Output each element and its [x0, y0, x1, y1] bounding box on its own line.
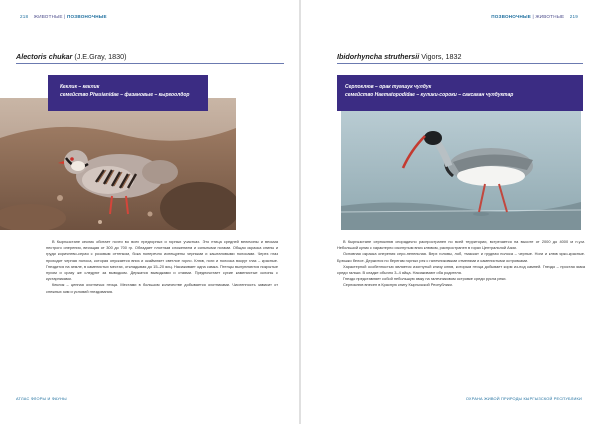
- left-title-rule: [16, 63, 284, 64]
- ibisbill-photo-graphic: [341, 110, 581, 230]
- right-paragraph: Основная окраска оперения серо-пепельная. Верх головы, лоб, «маска» и грудная полоса – черные. Ноги и клюв ярко-красные. Брюшко белое. Держится по берегам горных рек с галечниковыми отмелями и каменистыми островками.: [337, 251, 585, 263]
- right-paragraph: Серпоклюв внесен в Красную книгу Кыргызской Республики.: [343, 282, 453, 288]
- left-header-section: ЖИВОТНЫЕ: [33, 14, 63, 19]
- left-page: [0, 0, 299, 424]
- left-page-number: 218: [20, 14, 29, 19]
- chukar-partridge-photo: [0, 98, 236, 230]
- right-paragraph: Гнездо представляет собой небольшую ямку на галечниковом островке среди русла реки.: [343, 276, 507, 282]
- right-paragraph: В Кыргызстане серпоклюв спорадично распространен по всей территории, встречается на высоте от 2000 до 4000 м н.у.м. Небольшой кулик с характерно изогнутым вниз клювом, распространен в горах Центральной Азии.: [337, 239, 585, 251]
- right-species-title: [337, 52, 462, 61]
- left-banner-family: семейство Phasianidae – фазановые – кыргоолдор: [60, 92, 190, 98]
- left-banner-common-name: Кеклик – кеклик: [60, 84, 100, 90]
- left-header-subsection: ПОЗВОНОЧНЫЕ: [67, 14, 107, 19]
- left-species-author: (J.E.Gray, 1830): [74, 52, 127, 61]
- left-species-latin: Alectoris chukar: [16, 52, 73, 61]
- right-body-text: [337, 239, 585, 289]
- left-species-banner: [48, 75, 208, 111]
- right-page: [301, 0, 600, 424]
- right-paragraph: Характерной особенностью является изогнутый книзу клюв, которым птица добывает корм из-под камней. Гнездо – простая ямка среди гальки. В кладке обычно 3–4 яйца. Насиживают оба родителя.: [337, 263, 585, 276]
- right-species-latin: Ibidorhyncha struthersii: [337, 52, 420, 61]
- left-page-header: 218 ЖИВОТНЫЕ | ПОЗВОНОЧНЫЕ: [20, 14, 107, 19]
- right-banner-common-name: Серпоклюв – орак тумшук чулдук: [345, 84, 432, 90]
- right-footer: ОХРАНА ЖИВОЙ ПРИРОДЫ КЫРГЫЗСКОЙ РЕСПУБЛИКИ: [465, 396, 582, 401]
- left-body-text: [46, 239, 278, 295]
- ibisbill-photo: [341, 110, 581, 230]
- right-page-header: ПОЗВОНОЧНЫЕ | ЖИВОТНЫЕ 219: [491, 14, 578, 19]
- right-species-banner: [337, 75, 583, 111]
- left-species-title: [16, 52, 127, 61]
- right-title-rule: [337, 63, 583, 64]
- right-page-number: 219: [569, 14, 578, 19]
- right-banner-family: семейство Haematopodidae – кулики-сороки – саксаган чулдуктар: [345, 92, 514, 98]
- left-footer: АТЛАС ФЛОРЫ И ФАУНЫ: [16, 396, 67, 401]
- left-paragraph: Кеклик – ценная охотничья птица. Местами в большом количестве добывается охотниками. Численность зависит от снежных зим и условий гнездования.: [46, 282, 278, 294]
- right-species-author: Vigors, 1832: [421, 52, 462, 61]
- left-paragraph: В Кыргызстане кеклик обитает почти во всех предгорных и горных участках. Это птица средней величины и весьма пестрого оперения, весящая от 300 до 700 гр. Обладает плотным сложением и сильными ногами. Общая окраска спины и груди коричнево-серая с розовым оттенком, бока поперечно испещрены черными и каштановыми полосами. Через глаз проходит черная полоса, которая опускается вниз и окаймляет светлое горло. Клюв, ноги и полоска вокруг глаз – красные. Гнездится на земле, в каменистых местах, откладывая до 15–20 яиц. Насиживает одна самка. Птенцы вылупляются покрытые пухом и сразу же следуют за выводком. Держатся выводками и стаями. Предпочитает сухие каменистые склоны с кустарниками.: [46, 239, 278, 282]
- right-header-subsection: ЖИВОТНЫЕ: [535, 14, 565, 19]
- right-header-section: ПОЗВОНОЧНЫЕ: [491, 14, 531, 19]
- chukar-photo-graphic: [0, 98, 236, 230]
